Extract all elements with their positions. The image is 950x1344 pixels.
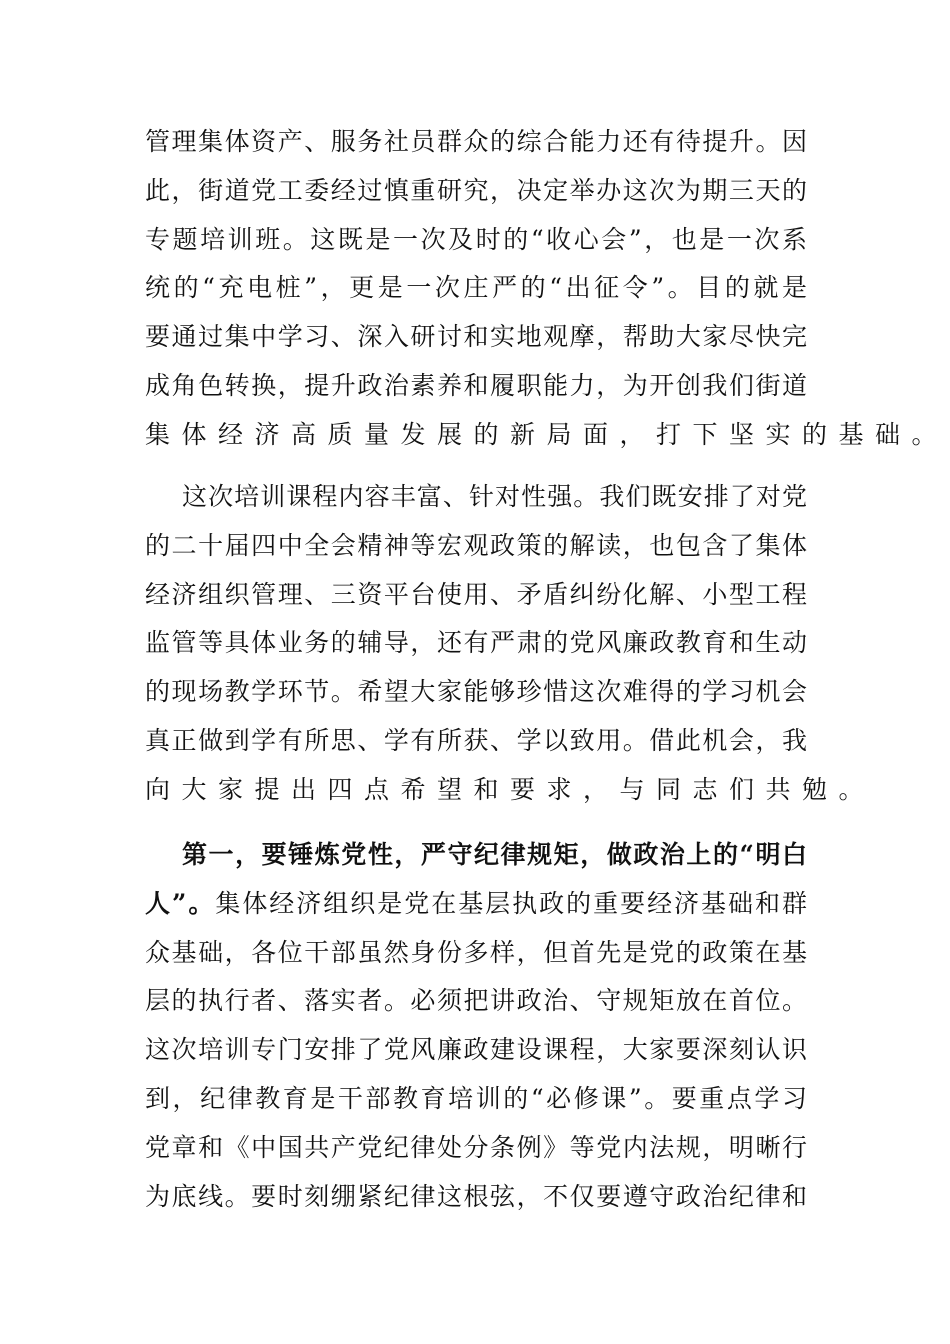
section-heading-end: 人”。: [145, 888, 216, 918]
text-line: 党章和《中国共产党纪律处分条例》等党内法规，明晰行: [145, 1132, 807, 1162]
text-line: 层的执行者、落实者。必须把讲政治、守规矩放在首位。: [145, 986, 807, 1016]
paragraph-intro-conclusion: [145, 118, 949, 460]
text-line: [145, 880, 807, 929]
text-line: 要通过集中学习、深入研讨和实地观摩，帮助大家尽快完: [145, 322, 807, 352]
text-line: 到，纪律教育是干部教育培训的“必修课”。要重点学习: [145, 1083, 807, 1113]
text-line: 为底线。要时刻绷紧纪律这根弦，不仅要遵守政治纪律和: [145, 1181, 807, 1211]
text-line: 成角色转换，提升政治素养和履职能力，为开创我们街道: [145, 370, 807, 400]
text-line: 真正做到学有所思、学有所获、学以致用。借此机会，我: [145, 725, 807, 755]
text-line: 向大家提出四点希望和要求，与同志们共勉。: [145, 774, 876, 804]
text-segment: 集体经济组织是党在基层执政的重要经济基础和群: [215, 888, 807, 918]
text-line: 经济组织管理、三资平台使用、矛盾纠纷化解、小型工程: [145, 579, 807, 609]
paragraph-first-requirement: [145, 831, 807, 1221]
text-line: 的二十届四中全会精神等宏观政策的解读，也包含了集体: [145, 530, 807, 560]
text-line: 集体经济高质量发展的新局面，打下坚实的基础。: [145, 419, 949, 449]
text-line: 统的“充电桩”，更是一次庄严的“出征令”。目的就是: [145, 273, 807, 303]
text-line: 这次培训课程内容丰富、针对性强。我们既安排了对党: [182, 482, 807, 511]
paragraph-course-content: [145, 473, 876, 815]
text-line: 管理集体资产、服务社员群众的综合能力还有待提升。因: [145, 127, 807, 156]
text-line: 众基础，各位干部虽然身份多样，但首先是党的政策在基: [145, 937, 807, 967]
text-line: 专题培训班。这既是一次及时的“收心会”，也是一次系: [145, 224, 807, 254]
text-line: 的现场教学环节。希望大家能够珍惜这次难得的学习机会: [145, 677, 807, 707]
section-heading: 第一，要锤炼党性，严守纪律规矩，做政治上的“明白: [182, 840, 807, 869]
text-line: 此，街道党工委经过慎重研究，决定举办这次为期三天的: [145, 175, 807, 205]
text-line: 监管等具体业务的辅导，还有严肃的党风廉政教育和生动: [145, 628, 807, 658]
text-line: 这次培训专门安排了党风廉政建设课程，大家要深刻认识: [145, 1035, 807, 1065]
